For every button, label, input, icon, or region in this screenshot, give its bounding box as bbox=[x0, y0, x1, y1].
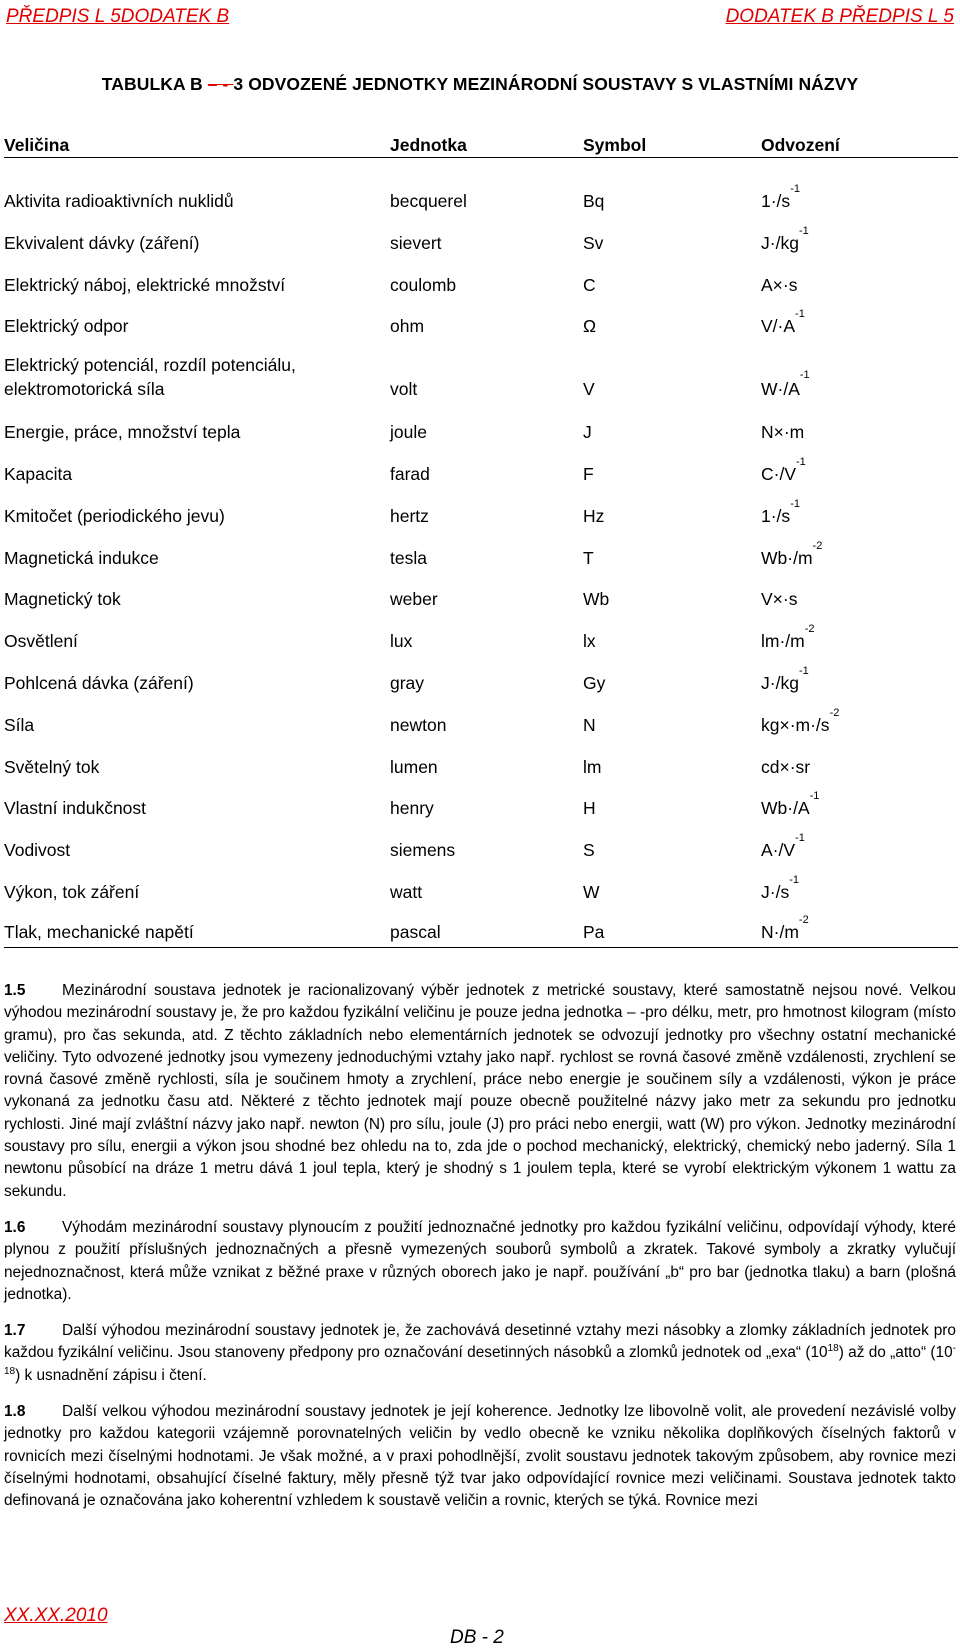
quantity-cell: Světelný tok bbox=[4, 756, 100, 777]
derivation-exponent: -1 bbox=[809, 790, 820, 803]
unit-cell: pascal bbox=[390, 921, 441, 942]
symbol-cell: Bq bbox=[583, 191, 605, 211]
paragraph-1-5 bbox=[4, 980, 956, 1203]
symbol-cell: lm bbox=[583, 756, 602, 777]
quantity-cell: Elektrický náboj, elektrické množství bbox=[4, 274, 286, 295]
derivation-cell bbox=[761, 611, 958, 653]
title-dash: – - bbox=[207, 74, 234, 94]
exponent: -18 bbox=[4, 1343, 956, 1377]
col-header-quantity: Veličina bbox=[4, 118, 390, 158]
unit-cell: tesla bbox=[390, 547, 427, 568]
symbol-cell: lx bbox=[583, 631, 596, 652]
unit-cell: henry bbox=[390, 798, 434, 819]
symbol-cell: V bbox=[583, 379, 595, 400]
derivation-text: cd×·sr bbox=[761, 756, 811, 777]
col-header-derivation: Odvození bbox=[761, 118, 958, 158]
unit-cell: ohm bbox=[390, 316, 425, 337]
symbol-cell: W bbox=[583, 881, 600, 902]
symbol-cell: Gy bbox=[583, 672, 606, 693]
derivation-exponent: -2 bbox=[812, 539, 823, 552]
derivation-text: Wb·/m bbox=[761, 547, 813, 568]
derivation-cell bbox=[761, 904, 958, 948]
paragraph-text: Další výhodou mezinárodní soustavy jednotek je, že zachovává desetinné vztahy mezi násobky a zlomky základních jednotek pro každou fyzikální veličinu. Jsou stanoveny předpony pro označování desetinných násobků a zlomků jednotek od „exa“ (10 bbox=[4, 1322, 956, 1362]
derivation-exponent: -2 bbox=[798, 913, 809, 926]
symbol-cell: Pa bbox=[583, 921, 605, 942]
quantity-cell: Výkon, tok záření bbox=[4, 881, 140, 902]
derivation-cell bbox=[761, 528, 958, 570]
table-header-row bbox=[4, 118, 958, 158]
derivation-cell bbox=[761, 862, 958, 904]
table-row bbox=[4, 297, 958, 339]
body-text bbox=[4, 980, 956, 1527]
col-header-unit: Jednotka bbox=[390, 118, 583, 158]
unit-cell: sievert bbox=[390, 232, 442, 253]
derivation-cell bbox=[761, 695, 958, 737]
derivation-text: W·/A bbox=[761, 379, 800, 400]
table-title bbox=[0, 74, 960, 95]
table-row bbox=[4, 158, 958, 214]
title-text: 3 ODVOZENÉ JEDNOTKY MEZINÁRODNÍ SOUSTAVY S VLASTNÍMI NÁZVY bbox=[233, 74, 859, 94]
table-row bbox=[4, 779, 958, 821]
symbol-cell: J bbox=[583, 422, 592, 443]
derivation-text: V/·A bbox=[761, 316, 796, 337]
derivation-cell bbox=[761, 820, 958, 862]
paragraph-number: 1.5 bbox=[4, 982, 26, 999]
quantity-cell: Magnetická indukce bbox=[4, 547, 159, 568]
unit-cell: coulomb bbox=[390, 274, 457, 295]
derivation-exponent: -1 bbox=[798, 664, 809, 677]
quantity-cell: Energie, práce, množství tepla bbox=[4, 422, 241, 443]
units-table bbox=[4, 118, 958, 948]
table-row bbox=[4, 570, 958, 612]
page-header bbox=[6, 6, 954, 36]
derivation-text: J·/kg bbox=[761, 232, 799, 253]
paragraph-1-7 bbox=[4, 1320, 956, 1387]
derivation-text: Wb·/A bbox=[761, 798, 810, 819]
derivation-text: kg×·m·/s bbox=[761, 714, 830, 735]
symbol-cell: C bbox=[583, 274, 596, 295]
paragraph-text: Mezinárodní soustava jednotek je racionalizovaný výběr jednotek z metrické soustavy, které samostatně nejsou nové. Velkou výhodou mezinárodní soustavy je, že pro každou fyzikální veličinu je pouze jedna jednotka – -pro délku, metr, pro hmotnost kilogram (místo gramu), pro čas sekunda, atd. Z těchto základních nebo elementárních jednotek se odvozují jednotky pro všechny ostatní mechanické veličiny. Tyto odvozené jednotky jsou vymezeny jednoduchými vztahy jako např. rychlost se rovná časové změně vzdálenosti, zrychlení se rovná časové změně rychlosti, síla je součinem hmoty a zrychlení, práce nebo energie je součinem síly a vzdálenosti, výkon je práce vykonaná za jednotku času atd. Některé z těchto jednotek mají pouze obecně použitelné názvy jako metr za sekundu pro jednotku rychlosti. Jiné mají zvláštní názvy jako např. newton (N) pro sílu, joule (J) pro práci nebo energii, watt (W) pro výkon. Jednotky mezinárodní soustavy pro sílu, energii a výkon jsou shodné bez ohledu na to, zda jde o pochod mechanický, elektrický, chemický nebo jaderný. Síla 1 newtonu působící na dráze 1 metru dává 1 joul tepla, který je shodný s 1 joulem tepla, které se vyrobí elektrickým výkonem 1 wattu za sekundu. bbox=[4, 982, 956, 1200]
derivation-cell bbox=[761, 255, 958, 297]
symbol-cell: T bbox=[583, 547, 594, 568]
table-row bbox=[4, 611, 958, 653]
derivation-cell bbox=[761, 486, 958, 528]
table-row bbox=[4, 528, 958, 570]
table-row bbox=[4, 862, 958, 904]
derivation-cell bbox=[761, 158, 958, 214]
quantity-cell: Vodivost bbox=[4, 840, 71, 861]
unit-cell: becquerel bbox=[390, 191, 467, 211]
unit-cell: volt bbox=[390, 379, 418, 400]
derivation-cell bbox=[761, 338, 958, 402]
derivation-exponent: -1 bbox=[799, 369, 810, 382]
derivation-cell bbox=[761, 444, 958, 486]
symbol-cell: Hz bbox=[583, 505, 605, 526]
table-row bbox=[4, 695, 958, 737]
unit-cell: farad bbox=[390, 463, 430, 484]
table-row bbox=[4, 444, 958, 486]
symbol-cell: H bbox=[583, 798, 596, 819]
paragraph-number: 1.6 bbox=[4, 1218, 26, 1236]
symbol-cell: Wb bbox=[583, 589, 610, 610]
quantity-cell: Osvětlení bbox=[4, 631, 78, 652]
quantity-cell: Pohlcená dávka (záření) bbox=[4, 672, 194, 693]
derivation-cell bbox=[761, 653, 958, 695]
quantity-cell: Vlastní indukčnost bbox=[4, 798, 147, 819]
table-row bbox=[4, 904, 958, 948]
derivation-exponent: -1 bbox=[790, 497, 800, 510]
table-row bbox=[4, 653, 958, 695]
derivation-exponent: -2 bbox=[804, 623, 815, 636]
derivation-text: V×·s bbox=[761, 589, 798, 610]
footer-page-number: DB - 2 bbox=[450, 1627, 504, 1648]
paragraph-number: 1.7 bbox=[4, 1322, 26, 1340]
quantity-cell: Tlak, mechanické napětí bbox=[4, 921, 194, 942]
table-row bbox=[4, 338, 958, 402]
derivation-text: A·/V bbox=[761, 840, 796, 861]
quantity-cell: Elektrický potenciál, rozdíl potenciálu, elektromotorická síla bbox=[4, 355, 296, 400]
unit-cell: siemens bbox=[390, 840, 456, 861]
paragraph-text: Výhodám mezinárodní soustavy plynoucím z použití jednoznačné jednotky pro každou fyzikální veličinu, odpovídají výhody, které plynou z použití příslušných jednoznačných a přesně vymezených souborů symbolů a zkratek. Takové symboly a zkratky vylučují nejednoznačnost, která může vznikat z běžné praxe v různých oborech jako je např. používání „b“ pro bar (jednotka tlaku) a barn (plošná jednotka). bbox=[4, 1218, 956, 1303]
quantity-cell: Elektrický odpor bbox=[4, 316, 129, 337]
derivation-text: 1·/s bbox=[761, 505, 791, 526]
header-left: PŘEDPIS L 5DODATEK B bbox=[6, 6, 230, 27]
quantity-cell: Aktivita radioaktivních nuklidů bbox=[4, 191, 234, 211]
table-row bbox=[4, 402, 958, 444]
derivation-text: J·/s bbox=[761, 881, 790, 902]
derivation-exponent: -1 bbox=[798, 224, 809, 237]
symbol-cell: N bbox=[583, 714, 596, 735]
symbol-cell: F bbox=[583, 463, 594, 484]
unit-cell: hertz bbox=[390, 505, 429, 526]
symbol-cell: Ω bbox=[583, 316, 597, 337]
unit-cell: joule bbox=[390, 422, 427, 443]
unit-cell: newton bbox=[390, 714, 447, 735]
derivation-text: 1·/s bbox=[761, 191, 791, 211]
derivation-exponent: -1 bbox=[795, 832, 805, 845]
derivation-text: C·/V bbox=[761, 463, 796, 484]
quantity-cell: Ekvivalent dávky (záření) bbox=[4, 232, 200, 253]
col-header-symbol: Symbol bbox=[583, 118, 761, 158]
table-row bbox=[4, 213, 958, 255]
derivation-text: J·/kg bbox=[761, 672, 799, 693]
unit-cell: lux bbox=[390, 631, 413, 652]
quantity-cell: Kmitočet (periodického jevu) bbox=[4, 505, 225, 526]
paragraph-number: 1.8 bbox=[4, 1403, 26, 1421]
quantity-cell: Síla bbox=[4, 714, 35, 735]
exponent: 18 bbox=[827, 1343, 839, 1355]
derivation-exponent: -1 bbox=[795, 308, 805, 321]
paragraph-1-6 bbox=[4, 1217, 956, 1306]
symbol-cell: Sv bbox=[583, 232, 604, 253]
derivation-cell bbox=[761, 570, 958, 612]
derivation-exponent: -1 bbox=[790, 183, 800, 195]
unit-cell: gray bbox=[390, 672, 425, 693]
derivation-text: lm·/m bbox=[761, 631, 805, 652]
footer-date: XX.XX.2010 bbox=[4, 1605, 108, 1626]
derivation-text: N×·m bbox=[761, 422, 805, 443]
quantity-cell: Kapacita bbox=[4, 463, 73, 484]
unit-cell: watt bbox=[390, 881, 423, 902]
paragraph-1-8 bbox=[4, 1401, 956, 1512]
table-row bbox=[4, 820, 958, 862]
table-row bbox=[4, 255, 958, 297]
derivation-cell bbox=[761, 402, 958, 444]
derivation-exponent: -1 bbox=[789, 873, 799, 886]
derivation-text: A×·s bbox=[761, 274, 798, 295]
table-row bbox=[4, 737, 958, 779]
derivation-cell bbox=[761, 737, 958, 779]
derivation-cell bbox=[761, 297, 958, 339]
unit-cell: lumen bbox=[390, 756, 438, 777]
derivation-exponent: -2 bbox=[829, 706, 840, 719]
quantity-cell: Magnetický tok bbox=[4, 589, 121, 610]
table-row bbox=[4, 486, 958, 528]
derivation-cell bbox=[761, 213, 958, 255]
title-prefix: TABULKA B bbox=[101, 74, 208, 94]
symbol-cell: S bbox=[583, 840, 595, 861]
paragraph-text: ) k usnadnění zápisu i čtení. bbox=[15, 1366, 207, 1384]
paragraph-text: Další velkou výhodou mezinárodní soustavy jednotek je její koherence. Jednotky lze libovolně volit, ale provedení nezávislé volby jednotky pro každou kategorii vzájemně porovnatelných veličin by vedlo obecně ke vzniku několika doplňkových číselných faktorů v rovnicích mezi číselnými hodnotami. Je však možné, a v praxi pohodlnější, zvolit soustavu jednotek takovým způsobem, aby rovnice mezi číselnými hodnotami, obsahující číselné faktury, měly přesně týž tvar jako odpovídající rovnice mezi veličinami. Soustava jednotek takto definovaná je označována jako koherentní vzhledem k soustavě veličin a rovnic, kterých se týká. Rovnice mezi bbox=[4, 1403, 956, 1510]
derivation-cell bbox=[761, 779, 958, 821]
header-right: DODATEK B PŘEDPIS L 5 bbox=[725, 6, 954, 27]
derivation-exponent: -1 bbox=[796, 455, 806, 468]
derivation-text: N·/m bbox=[761, 921, 799, 942]
unit-cell: weber bbox=[390, 589, 438, 610]
paragraph-text: ) až do „atto“ (10 bbox=[838, 1344, 953, 1362]
